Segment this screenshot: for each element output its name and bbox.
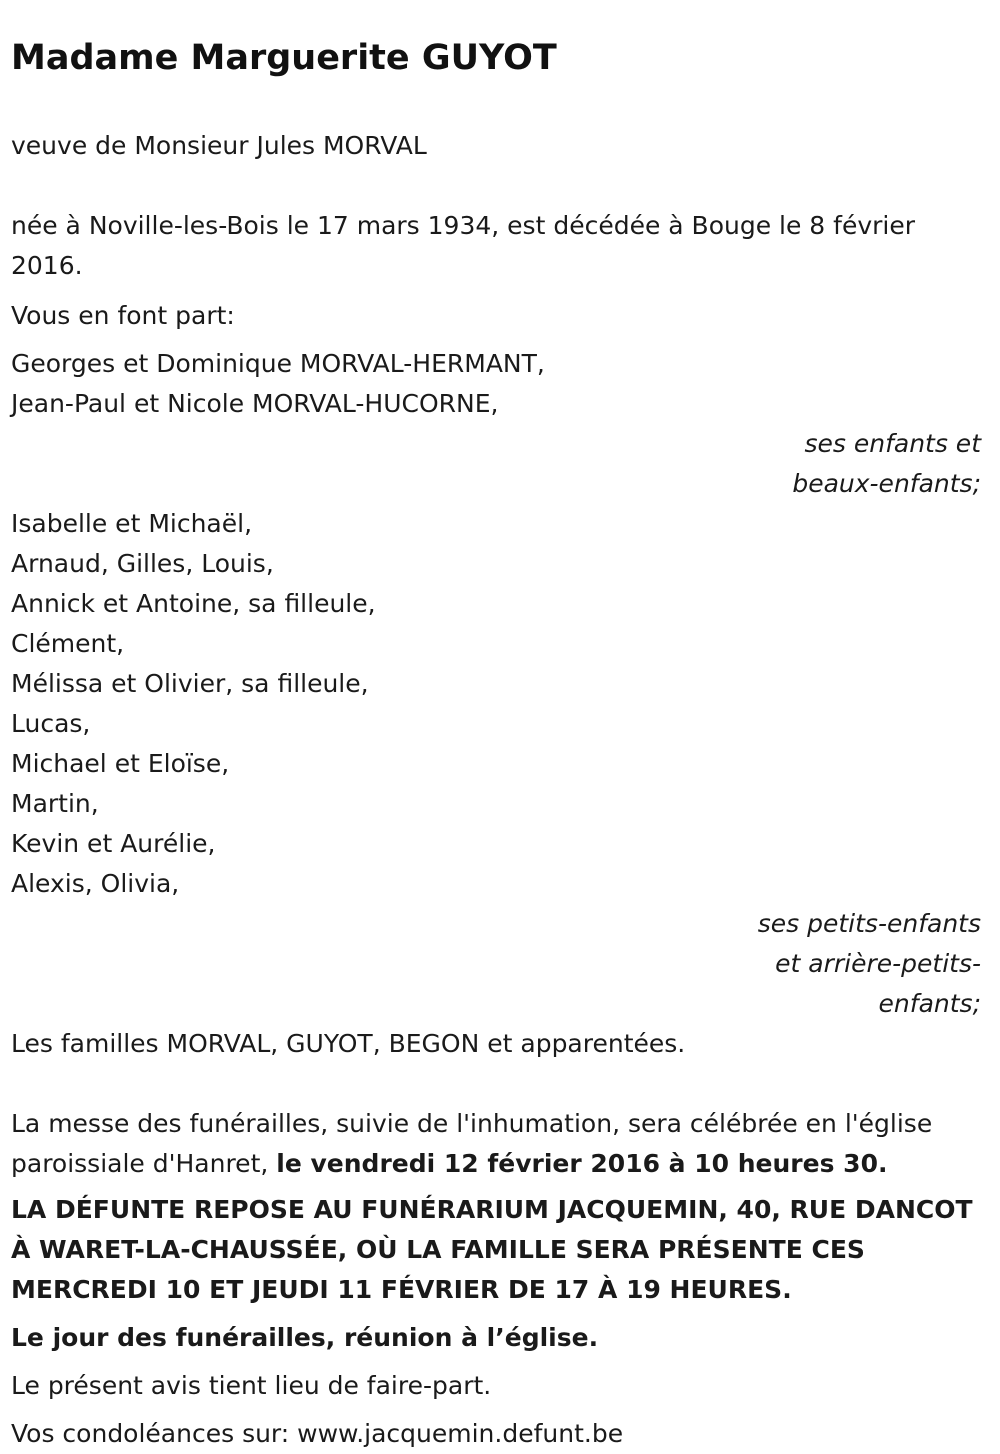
children-relation-label: ses enfants et bbox=[804, 429, 981, 458]
grandchildren-name-line: Alexis, Olivia, bbox=[11, 869, 180, 898]
grandchildren-name-line: Kevin et Aurélie, bbox=[11, 829, 216, 858]
grandchildren-relation-label: ses petits-enfants bbox=[757, 909, 981, 938]
funeral-mass-paragraph bbox=[11, 1104, 991, 1184]
funeral-mass-text: La messe des funérailles, suivie de l'inhumation, sera célébrée en l'église paroissiale d'Hanret, bbox=[11, 1109, 933, 1178]
children-name-line: Jean-Paul et Nicole MORVAL-HUCORNE, bbox=[11, 389, 499, 418]
children-section bbox=[11, 344, 991, 504]
grandchildren-name-line: Michael et Eloïse, bbox=[11, 749, 230, 778]
children-relation-label: beaux-enfants; bbox=[792, 469, 981, 498]
deceased-name-title: Madame Marguerite GUYOT bbox=[11, 38, 557, 78]
announcement-intro: Vous en font part: bbox=[11, 301, 235, 330]
grandchildren-name-line: Lucas, bbox=[11, 709, 91, 738]
condolences-line: Vos condoléances sur: www.jacquemin.defunt.be bbox=[11, 1419, 624, 1448]
families-line: Les familles MORVAL, GUYOT, BEGON et apparentées. bbox=[11, 1029, 686, 1058]
children-name-line: Georges et Dominique MORVAL-HERMANT, bbox=[11, 349, 545, 378]
spouse-line: veuve de Monsieur Jules MORVAL bbox=[11, 131, 427, 160]
meeting-line: Le jour des funérailles, réunion à l’église. bbox=[11, 1323, 599, 1352]
notice-line: Le présent avis tient lieu de faire-part. bbox=[11, 1371, 492, 1400]
birth-death-paragraph: née à Noville-les-Bois le 17 mars 1934, est décédée à Bouge le 8 février 2016. bbox=[11, 211, 916, 280]
grandchildren-name-line: Clément, bbox=[11, 629, 125, 658]
repose-paragraph: LA DÉFUNTE REPOSE AU FUNÉRARIUM JACQUEMIN, 40, RUE DANCOT À WARET-LA-CHAUSSÉE, OÙ LA FAMILLE SERA PRÉSENTE CES MERCREDI 10 ET JEUDI 11 FÉVRIER DE 17 À 19 HEURES. bbox=[11, 1195, 973, 1304]
grandchildren-relation-label: et arrière-petits- bbox=[775, 949, 981, 978]
grandchildren-relation-label: enfants; bbox=[878, 989, 981, 1018]
grandchildren-section bbox=[11, 504, 991, 1024]
grandchildren-name-line: Annick et Antoine, sa filleule, bbox=[11, 589, 376, 618]
grandchildren-name-line: Arnaud, Gilles, Louis, bbox=[11, 549, 274, 578]
grandchildren-name-line: Mélissa et Olivier, sa filleule, bbox=[11, 669, 369, 698]
funeral-date: le vendredi 12 février 2016 à 10 heures 30. bbox=[276, 1149, 888, 1178]
obituary-notice bbox=[11, 30, 991, 1454]
grandchildren-name-line: Isabelle et Michaël, bbox=[11, 509, 253, 538]
grandchildren-name-line: Martin, bbox=[11, 789, 99, 818]
